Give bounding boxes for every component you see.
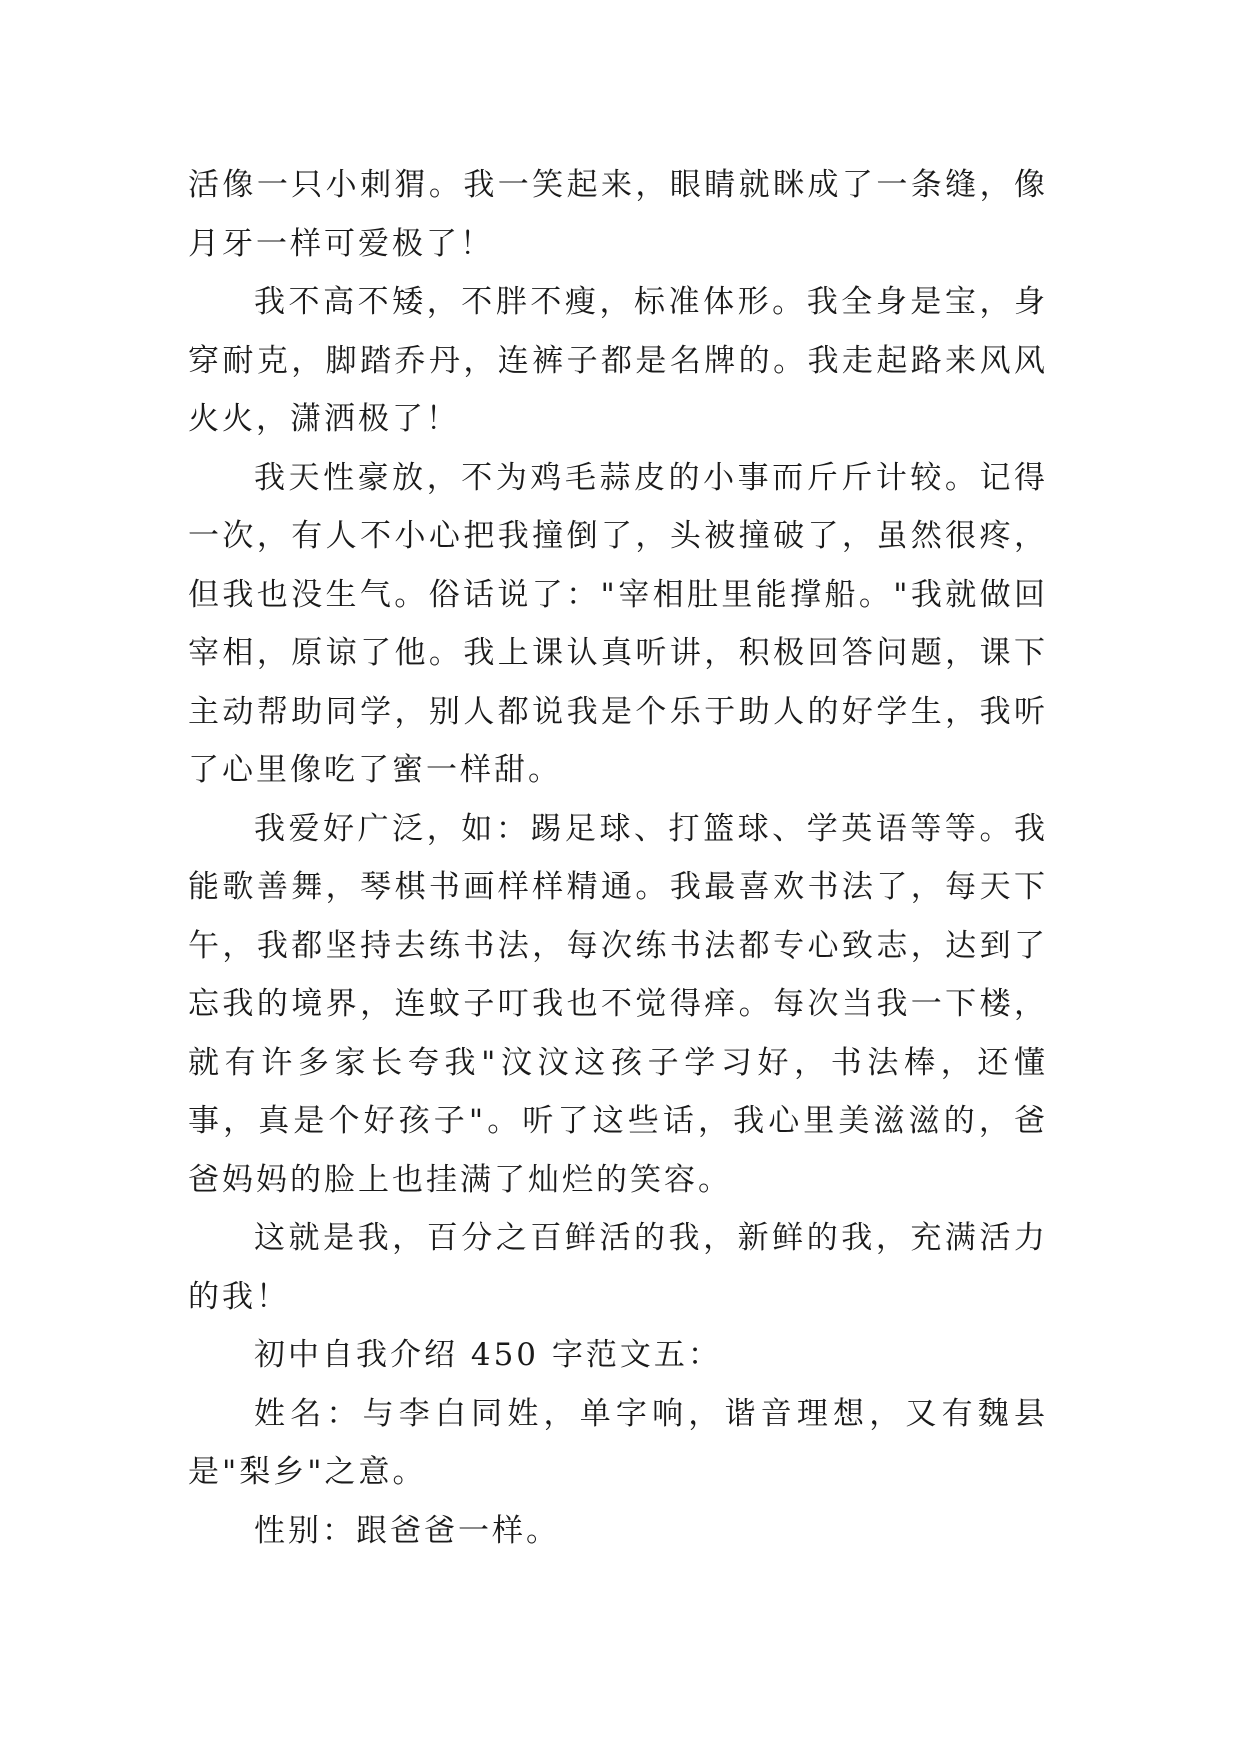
paragraph-5: 这就是我，百分之百鲜活的我，新鲜的我，充满活力的我！ xyxy=(188,1220,1048,1315)
paragraph-4: 我爱好广泛，如：踢足球、打篮球、学英语等等。我能歌善舞，琴棋书画样样精通。我最喜欢书法了，每天下午，我都坚持去练书法，每次练书法都专心致志，达到了忘我的境界，连蚊子叮我也不觉得痒。每次当我一下楼，就有许多家长夸我"汶汶这孩子学习好，书法棒，还懂事，真是个好孩子"。听了这些话，我心里美滋滋的，爸爸妈妈的脸上也挂满了灿烂的笑容。 xyxy=(188,810,1048,1198)
paragraph-2: 我不高不矮，不胖不瘦，标准体形。我全身是宝，身穿耐克，脚踏乔丹，连裤子都是名牌的。我走起路来风风火火，潇洒极了！ xyxy=(188,284,1048,437)
paragraph-1: 活像一只小刺猬。我一笑起来，眼睛就眯成了一条缝，像月牙一样可爱极了！ xyxy=(188,167,1048,262)
paragraph-name: 姓名：与李白同姓，单字响，谐音理想，又有魏县是"梨乡"之意。 xyxy=(188,1395,1048,1490)
section-heading: 初中自我介绍 450 字范文五： xyxy=(254,1337,722,1373)
paragraph-gender: 性别：跟爸爸一样。 xyxy=(254,1512,560,1549)
paragraph-3: 我天性豪放，不为鸡毛蒜皮的小事而斤斤计较。记得一次，有人不小心把我撞倒了，头被撞破了，虽然很疼，但我也没生气。俗话说了："宰相肚里能撑船。"我就做回宰相，原谅了他。我上课认真听讲，积极回答问题，课下主动帮助同学，别人都说我是个乐于助人的好学生，我听了心里像吃了蜜一样甜。 xyxy=(188,459,1048,788)
document-body xyxy=(188,156,1048,1560)
